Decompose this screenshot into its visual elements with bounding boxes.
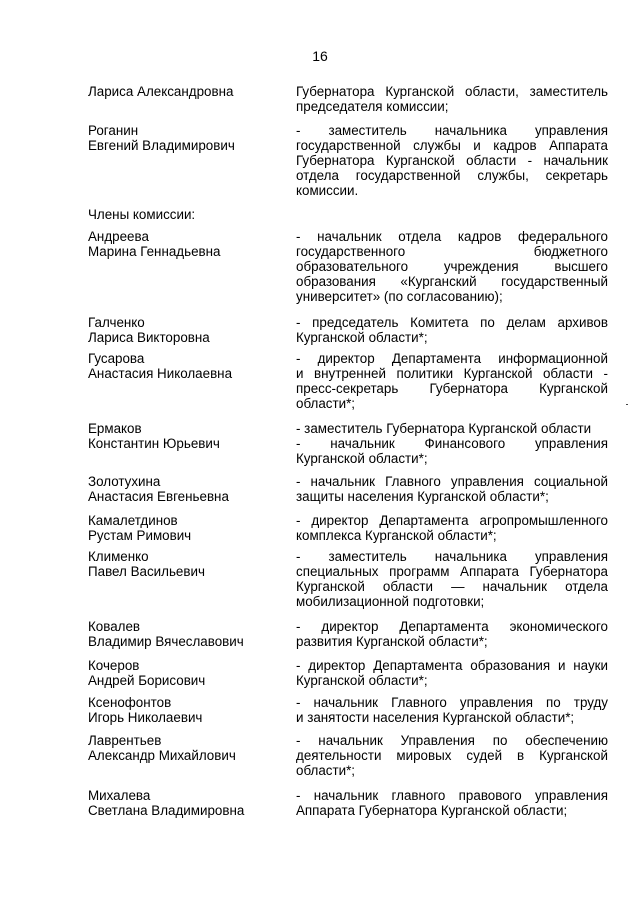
member-name-line: Роганин — [88, 123, 139, 138]
member-name-line: Золотухина — [88, 474, 161, 489]
member-position-line: мобилизационной подготовки; — [296, 594, 485, 609]
member-position-line: - заместитель начальника управления — [296, 123, 608, 138]
member-position-line: Курганской области*; — [296, 451, 428, 466]
member-name-line: Лариса Александровна — [88, 84, 234, 99]
member-position-line: Аппарата Губернатора Курганской области; — [296, 803, 568, 818]
member-position-line: комплекса Курганской области*; — [296, 528, 497, 543]
member-name — [88, 733, 288, 763]
member-position — [296, 733, 608, 778]
member-position-line: - председатель Комитета по делам архивов — [296, 315, 608, 330]
member-position-line: пресс-секретарь Губернатора Курганской — [296, 381, 608, 396]
member-position — [296, 315, 608, 345]
member-name — [88, 474, 288, 504]
member-position-line: Губернатора Курганской области, заместитель — [296, 84, 608, 99]
member-name-line: Михалева — [88, 788, 151, 803]
member-position-line: - директор Департамента экономического — [296, 619, 608, 634]
member-position-line: и внутренней политики Курганской области - — [296, 366, 608, 381]
member-position-line: - директор Департамента агропромышленного — [296, 513, 608, 528]
member-position-line: - директор Департамента образования и науки — [296, 658, 608, 673]
member-name-line: Марина Геннадьевна — [88, 244, 221, 259]
member-name-line: Анастасия Евгеньевна — [88, 489, 229, 504]
member-position-line: и занятости населения Курганской области*; — [296, 710, 575, 725]
member-name-line: Галченко — [88, 315, 145, 330]
member-name-line: Лаврентьев — [88, 733, 162, 748]
member-position-line: комиссии. — [296, 183, 359, 198]
member-name — [88, 695, 288, 725]
member-position — [296, 421, 608, 466]
member-position-line: деятельности мировых судей в Курганской — [296, 748, 608, 763]
member-name — [88, 549, 288, 579]
member-name-line: Константин Юрьевич — [88, 436, 220, 451]
member-name-line: Гусарова — [88, 351, 145, 366]
member-name-line: Лариса Викторовна — [88, 330, 210, 345]
member-position — [296, 351, 608, 411]
member-name — [88, 788, 288, 818]
member-position-line: - заместитель начальника управления — [296, 549, 608, 564]
member-position — [296, 549, 608, 609]
member-position-line: - начальник Главного управления по труду — [296, 695, 608, 710]
member-name — [88, 351, 288, 381]
member-position — [296, 84, 608, 114]
member-name — [88, 315, 288, 345]
member-name-line: Клименко — [88, 549, 149, 564]
member-position-line: специальных программ Аппарата Губернатора — [296, 564, 608, 579]
member-position-line: - начальник главного правового управления — [296, 788, 608, 803]
member-position-line: образования «Курганский государственный — [296, 274, 608, 289]
member-name-line: Игорь Николаевич — [88, 710, 203, 725]
member-position-line: председателя комиссии; — [296, 99, 449, 114]
member-name-line: Андрей Борисович — [88, 673, 206, 688]
member-position-line: Курганской области*; — [296, 330, 428, 345]
member-name-line: Александр Михайлович — [88, 748, 236, 763]
member-position — [296, 229, 608, 304]
member-name-line: Анастасия Николаевна — [88, 366, 233, 381]
member-position — [296, 788, 608, 818]
member-position-line: - начальник отдела кадров федерального — [296, 229, 608, 244]
member-position-line: Курганской области — начальник отдела — [296, 579, 608, 594]
member-position-line: - директор Департамента информационной — [296, 351, 608, 366]
members-heading: Члены комиссии: — [88, 207, 196, 222]
member-position-line: области*; — [296, 396, 356, 411]
member-position-line: отдела государственной службы, секретарь — [296, 168, 608, 183]
member-name-line: Евгений Владимирович — [88, 138, 235, 153]
member-name-line: Ксенофонтов — [88, 695, 172, 710]
member-name — [88, 84, 288, 99]
member-position-line: образовательного учреждения высшего — [296, 259, 608, 274]
member-name-line: Ермаков — [88, 421, 142, 436]
member-position-line: университет» (по согласованию); — [296, 289, 503, 304]
member-position — [296, 474, 608, 504]
member-position-line: защиты населения Курганской области*; — [296, 489, 549, 504]
member-position — [296, 619, 608, 649]
page-number: 16 — [312, 48, 328, 64]
member-name — [88, 619, 288, 649]
member-position-line: - начальник Финансового управления — [296, 436, 608, 451]
member-position — [296, 513, 608, 543]
scan-mark — [626, 404, 628, 405]
member-position-line: - начальник Главного управления социальной — [296, 474, 608, 489]
member-name-line: Павел Васильевич — [88, 564, 205, 579]
member-position-line: - начальник Управления по обеспечению — [296, 733, 608, 748]
member-name — [88, 421, 288, 451]
member-name-line: Кочеров — [88, 658, 140, 673]
member-position-line: развития Курганской области*; — [296, 634, 488, 649]
member-name-line: Ковалев — [88, 619, 141, 634]
member-name-line: Рустам Римович — [88, 528, 192, 543]
member-position — [296, 658, 608, 688]
member-name-line: Андреева — [88, 229, 149, 244]
member-name-line: Владимир Вячеславович — [88, 634, 244, 649]
member-position-line: государственного бюджетного — [296, 244, 608, 259]
member-name-line: Камалетдинов — [88, 513, 178, 528]
member-position — [296, 695, 608, 725]
member-name — [88, 513, 288, 543]
member-position-line: - заместитель Губернатора Курганской области — [296, 421, 592, 436]
member-position-line: Губернатора Курганской области - начальник — [296, 153, 608, 168]
member-name — [88, 123, 288, 153]
member-position-line: области*; — [296, 763, 356, 778]
member-position — [296, 123, 608, 198]
member-name — [88, 229, 288, 259]
member-name — [88, 658, 288, 688]
member-name-line: Светлана Владимировна — [88, 803, 245, 818]
member-position-line: Курганской области*; — [296, 673, 428, 688]
member-position-line: государственной службы и кадров Аппарата — [296, 138, 608, 153]
